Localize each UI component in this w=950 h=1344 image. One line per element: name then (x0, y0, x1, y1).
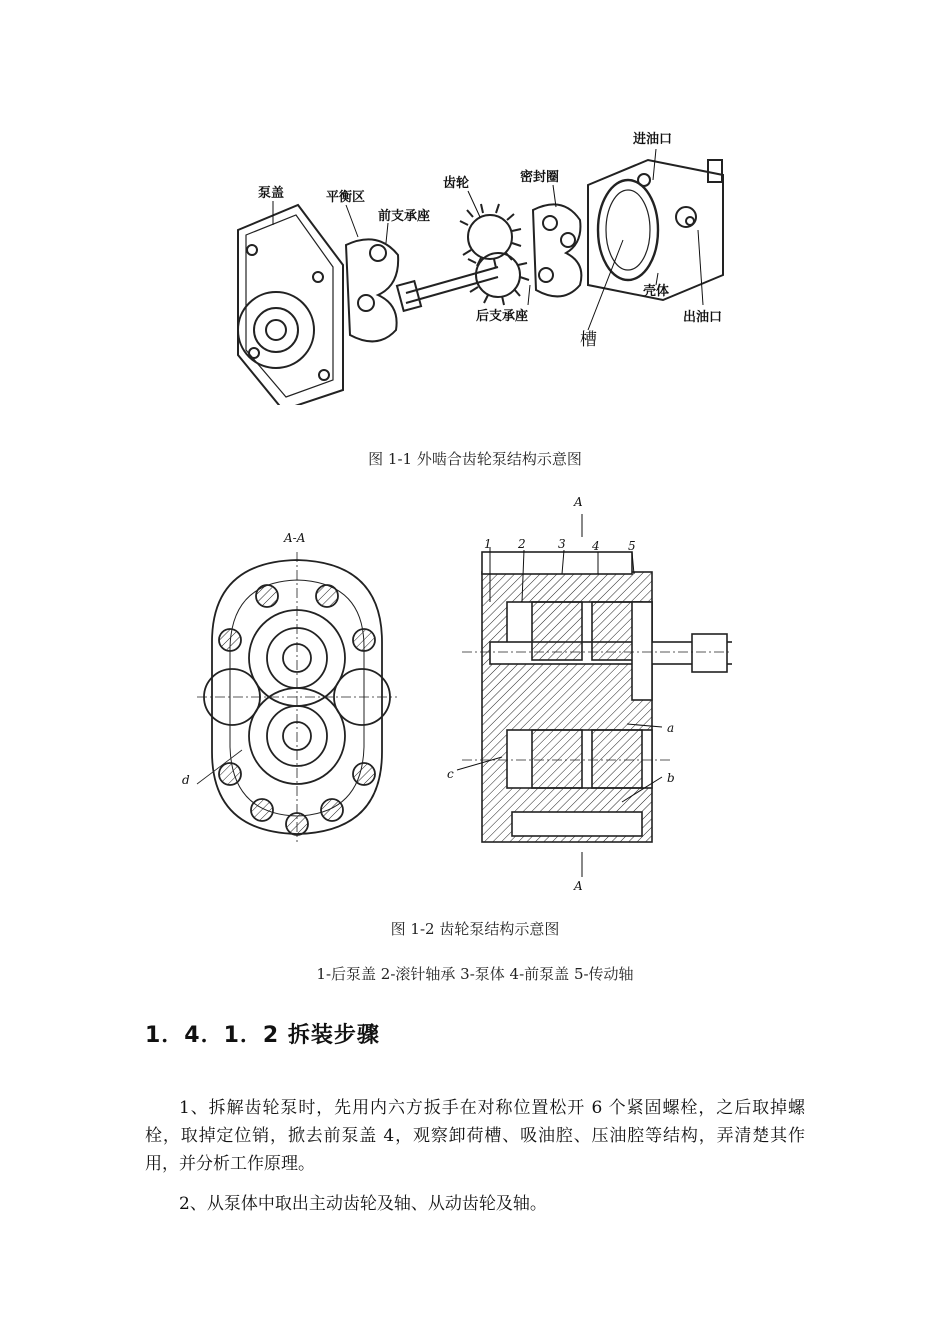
paragraph-step-1: 1、拆解齿轮泵时，先用内六方扳手在对称位置松开 6 个紧固螺栓，之后取掉螺栓，取掉定位销，掀去前泵盖 4，观察卸荷槽、吸油腔、压油腔等结构，弄清楚其作用，并分析工作原理。 (145, 1098, 805, 1174)
label-groove: 槽 (580, 330, 597, 350)
label-b: b (667, 771, 675, 785)
figure-1-exploded-gear-pump (228, 125, 748, 405)
figure-1-caption: 图 1-1 外啮合齿轮泵结构示意图 (368, 450, 582, 468)
section-heading: 1．4．1．2 拆装步骤 (145, 1023, 380, 1048)
figure-2-caption: 图 1-2 齿轮泵结构示意图 (390, 920, 560, 938)
label-d: d (182, 773, 190, 787)
gear-lower (468, 253, 529, 305)
pump-cover-plate (238, 205, 343, 405)
paragraph-step-2: 2、从泵体中取出主动齿轮及轴、从动齿轮及轴。 (179, 1194, 547, 1214)
label-part-3: 3 (558, 537, 566, 551)
figure-2-drawing (172, 492, 732, 892)
label-pump-cover: 泵盖 (258, 186, 285, 201)
label-c: c (447, 767, 454, 781)
label-a: a (667, 721, 675, 735)
label-part-4: 4 (592, 539, 600, 553)
figure-1-drawing (228, 125, 748, 405)
label-part-5: 5 (628, 539, 636, 553)
label-rear-bearing-seat: 后支承座 (476, 309, 529, 324)
label-arrow-top: A (574, 495, 583, 509)
label-arrow-bottom: A (574, 879, 583, 892)
label-oil-outlet: 出油口 (683, 310, 723, 325)
label-section-a-a: A-A (284, 531, 306, 545)
label-part-1: 1 (484, 537, 492, 551)
label-seal-ring: 密封圈 (520, 170, 560, 185)
label-balance-zone: 平衡区 (326, 190, 366, 205)
end-view-a-a (197, 552, 397, 842)
label-front-bearing-seat: 前支承座 (378, 209, 431, 224)
section-view (462, 552, 732, 842)
label-oil-inlet: 进油口 (633, 132, 673, 147)
label-gear: 齿轮 (443, 176, 470, 191)
figure-2-legend: 1-后泵盖 2-滚针轴承 3-泵体 4-前泵盖 5-传动轴 (316, 965, 634, 983)
front-bearing-seat (346, 239, 398, 341)
figure-2-gear-pump-section (172, 492, 732, 892)
label-housing: 壳体 (643, 284, 670, 299)
rear-bearing-seat (533, 204, 581, 296)
label-part-2: 2 (518, 537, 526, 551)
